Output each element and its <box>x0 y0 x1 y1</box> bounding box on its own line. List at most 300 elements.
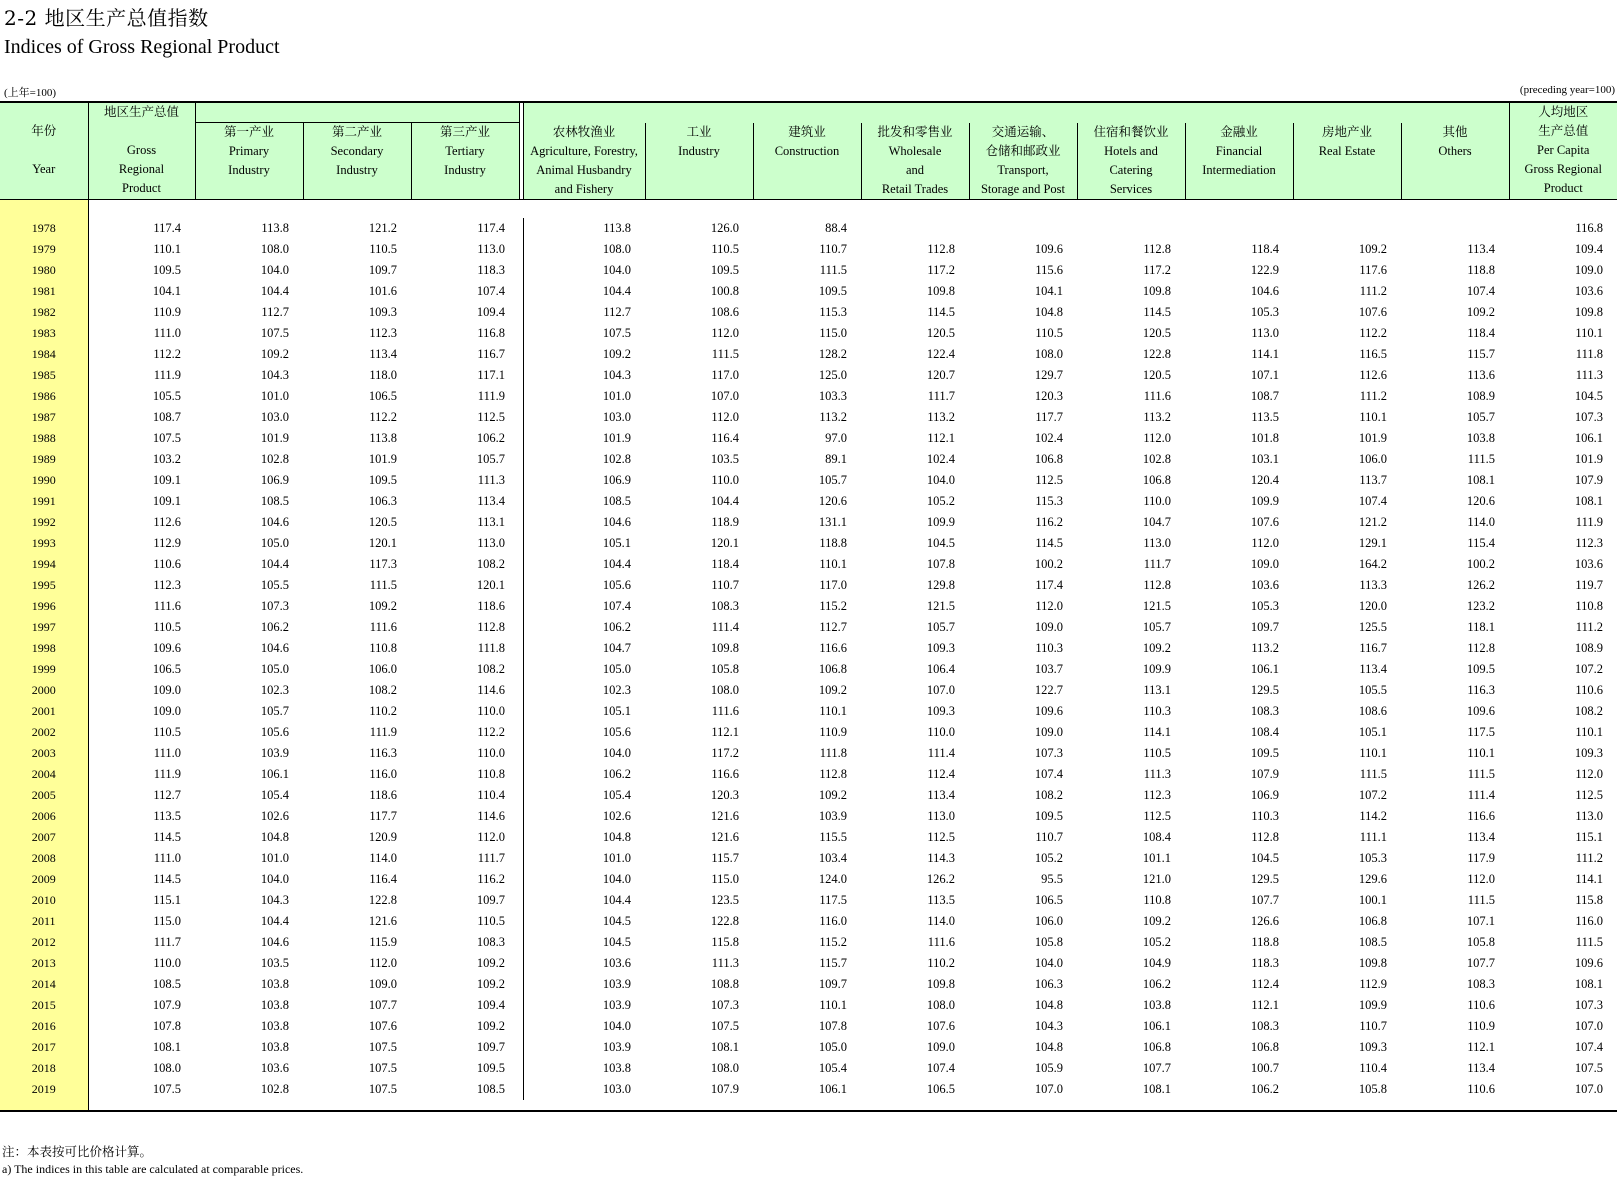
value-cell: 103.0 <box>602 410 631 424</box>
value-cell: 107.8 <box>926 557 955 571</box>
value-cell: 108.5 <box>602 494 631 508</box>
value-cell: 108.0 <box>602 242 631 256</box>
value-cell: 111.4 <box>927 746 955 760</box>
value-cell: 116.3 <box>369 746 397 760</box>
value-cell: 107.3 <box>1574 998 1603 1012</box>
value-cell: 111.8 <box>819 746 847 760</box>
value-cell: 117.5 <box>819 893 847 907</box>
value-cell: 118.4 <box>1251 242 1279 256</box>
header-percapita <box>1509 102 1617 200</box>
year-cell: 1997 <box>0 617 88 638</box>
value-cell: 106.2 <box>602 767 631 781</box>
value-cell: 108.9 <box>1466 389 1495 403</box>
value-cell: 110.7 <box>711 578 739 592</box>
table-row <box>0 260 1617 281</box>
value-cell: 108.0 <box>1034 347 1063 361</box>
value-cell: 112.9 <box>153 536 181 550</box>
value-cell: 111.9 <box>369 725 397 739</box>
value-cell: 107.5 <box>260 326 289 340</box>
value-cell: 105.0 <box>602 662 631 676</box>
value-cell: 109.2 <box>1466 305 1495 319</box>
header-industry-cn: 工业 <box>686 124 712 139</box>
value-cell: 112.5 <box>477 410 505 424</box>
value-cell: 112.8 <box>1143 578 1171 592</box>
value-cell: 109.2 <box>476 1019 505 1033</box>
value-cell: 111.0 <box>153 326 181 340</box>
value-cell: 111.5 <box>1467 767 1495 781</box>
value-cell: 108.2 <box>1034 788 1063 802</box>
value-cell: 111.4 <box>711 620 739 634</box>
header-wholesale <box>861 123 969 200</box>
value-cell: 109.2 <box>1358 242 1387 256</box>
value-cell: 117.2 <box>927 263 955 277</box>
value-cell: 111.9 <box>477 389 505 403</box>
table-body <box>0 200 1617 1112</box>
value-cell: 105.1 <box>602 536 631 550</box>
value-cell: 109.7 <box>818 977 847 991</box>
table-row <box>0 407 1617 428</box>
header-primary-cn: 第一产业 <box>223 125 274 139</box>
table-row <box>0 554 1617 575</box>
value-cell: 108.2 <box>476 557 505 571</box>
value-cell: 108.0 <box>710 683 739 697</box>
value-cell: 107.4 <box>1034 767 1063 781</box>
value-cell: 107.2 <box>1574 662 1603 676</box>
value-cell: 104.7 <box>1142 515 1171 529</box>
value-cell: 109.8 <box>1142 284 1171 298</box>
value-cell <box>1293 218 1401 239</box>
value-cell: 110.5 <box>369 242 397 256</box>
value-cell: 109.3 <box>1358 1040 1387 1054</box>
value-cell: 113.2 <box>927 410 955 424</box>
value-cell: 105.2 <box>1142 935 1171 949</box>
header-tertiary-en1: Tertiary <box>445 144 485 158</box>
value-cell: 115.7 <box>819 956 847 970</box>
header-spacer-5 <box>645 102 753 123</box>
table-row <box>0 1037 1617 1058</box>
value-cell: 107.7 <box>368 998 397 1012</box>
value-cell: 113.0 <box>1575 809 1603 823</box>
value-cell: 112.2 <box>153 347 181 361</box>
value-cell: 104.5 <box>926 536 955 550</box>
value-cell: 105.2 <box>926 494 955 508</box>
value-cell: 107.0 <box>710 389 739 403</box>
value-cell: 111.3 <box>711 956 739 970</box>
value-cell: 113.0 <box>477 242 505 256</box>
value-cell: 118.6 <box>369 788 397 802</box>
value-cell: 116.6 <box>711 767 739 781</box>
value-cell: 105.7 <box>476 452 505 466</box>
header-hotels-en2: Catering <box>1109 162 1153 177</box>
value-cell: 114.5 <box>153 830 181 844</box>
value-cell: 107.1 <box>1466 914 1495 928</box>
value-cell: 113.6 <box>1467 368 1495 382</box>
value-cell: 108.0 <box>926 998 955 1012</box>
value-cell: 101.0 <box>602 851 631 865</box>
value-cell: 115.0 <box>819 326 847 340</box>
header-spacer-11 <box>1293 102 1401 123</box>
value-cell: 113.0 <box>1251 326 1279 340</box>
year-cell: 2012 <box>0 932 88 953</box>
table-row <box>0 995 1617 1016</box>
value-cell: 112.6 <box>153 515 181 529</box>
value-cell: 112.2 <box>477 725 505 739</box>
value-cell: 106.8 <box>1142 473 1171 487</box>
value-cell: 129.6 <box>1358 872 1387 886</box>
value-cell: 106.8 <box>1142 1040 1171 1054</box>
value-cell: 115.7 <box>711 851 739 865</box>
header-spacer-9 <box>1077 102 1185 123</box>
value-cell: 106.5 <box>1034 893 1063 907</box>
value-cell: 114.0 <box>1467 515 1495 529</box>
header-percapita-cn: 人均地区 <box>1538 105 1589 119</box>
value-cell: 109.5 <box>476 1061 505 1075</box>
value-cell: 103.5 <box>710 452 739 466</box>
value-cell: 112.9 <box>1359 977 1387 991</box>
header-hotels <box>1077 123 1185 200</box>
value-cell: 112.0 <box>1143 431 1171 445</box>
value-cell: 114.5 <box>1143 305 1171 319</box>
value-cell: 112.7 <box>153 788 181 802</box>
value-cell: 88.4 <box>825 221 847 235</box>
value-cell: 121.6 <box>710 830 739 844</box>
value-cell: 120.6 <box>1466 494 1495 508</box>
table-row <box>0 1079 1617 1100</box>
value-cell: 112.0 <box>1035 599 1063 613</box>
value-cell: 115.0 <box>711 872 739 886</box>
year-cell: 1985 <box>0 365 88 386</box>
value-cell: 110.1 <box>1575 326 1603 340</box>
value-cell: 114.1 <box>1575 872 1603 886</box>
value-cell: 107.9 <box>152 998 181 1012</box>
year-cell: 1989 <box>0 449 88 470</box>
value-cell: 110.5 <box>153 620 181 634</box>
value-cell: 103.6 <box>1250 578 1279 592</box>
value-cell: 104.8 <box>1034 1040 1063 1054</box>
value-cell: 103.2 <box>152 452 181 466</box>
table-row <box>0 281 1617 302</box>
value-cell: 123.2 <box>1466 599 1495 613</box>
value-cell: 109.6 <box>152 641 181 655</box>
value-cell: 113.8 <box>603 221 631 235</box>
value-cell: 113.4 <box>1467 1061 1495 1075</box>
value-cell: 109.8 <box>926 977 955 991</box>
value-cell: 120.4 <box>1250 473 1279 487</box>
value-cell: 111.8 <box>1575 347 1603 361</box>
value-cell: 117.2 <box>711 746 739 760</box>
value-cell: 101.9 <box>1358 431 1387 445</box>
value-cell: 117.4 <box>477 221 505 235</box>
value-cell: 111.3 <box>1575 368 1603 382</box>
value-cell: 105.8 <box>1466 935 1495 949</box>
table-row <box>0 617 1617 638</box>
value-cell: 103.4 <box>818 851 847 865</box>
value-cell: 108.9 <box>1574 641 1603 655</box>
header-wholesale-cn: 批发和零售业 <box>877 124 953 139</box>
header-primary-en2: Industry <box>228 163 270 177</box>
value-cell: 109.2 <box>476 956 505 970</box>
value-cell: 106.5 <box>926 1082 955 1096</box>
header-agri-en1: Agriculture, Forestry, <box>530 143 638 158</box>
value-cell: 111.5 <box>1467 452 1495 466</box>
header-spacer-1 <box>195 102 303 123</box>
footnote-cn: 注：本表按可比价格计算。 <box>2 1144 153 1159</box>
value-cell: 109.6 <box>1574 956 1603 970</box>
value-cell: 112.0 <box>711 326 739 340</box>
value-cell: 102.8 <box>260 1082 289 1096</box>
value-cell: 111.8 <box>477 641 505 655</box>
value-cell: 125.5 <box>1358 620 1387 634</box>
header-hotels-en3: Services <box>1109 181 1153 196</box>
value-cell: 109.0 <box>1034 725 1063 739</box>
value-cell: 109.8 <box>1358 956 1387 970</box>
value-cell: 110.1 <box>153 242 181 256</box>
table-row <box>0 722 1617 743</box>
value-cell: 105.7 <box>260 704 289 718</box>
value-cell: 110.1 <box>1359 746 1387 760</box>
value-cell: 105.3 <box>1250 305 1279 319</box>
value-cell: 102.8 <box>1142 452 1171 466</box>
value-cell: 108.3 <box>710 599 739 613</box>
value-cell: 109.1 <box>152 473 181 487</box>
value-cell: 111.9 <box>153 368 181 382</box>
header-tertiary-en2: Industry <box>444 163 486 177</box>
value-cell: 107.4 <box>1466 284 1495 298</box>
value-cell: 107.3 <box>260 599 289 613</box>
year-cell: 1996 <box>0 596 88 617</box>
value-cell: 107.6 <box>926 1019 955 1033</box>
value-cell: 108.2 <box>476 662 505 676</box>
value-cell: 106.2 <box>602 620 631 634</box>
value-cell: 114.5 <box>1035 536 1063 550</box>
value-cell: 114.5 <box>927 305 955 319</box>
value-cell: 118.8 <box>1251 935 1279 949</box>
value-cell: 106.5 <box>152 662 181 676</box>
value-cell: 104.7 <box>602 641 631 655</box>
table-header <box>0 102 1617 200</box>
value-cell: 107.9 <box>1574 473 1603 487</box>
value-cell: 126.2 <box>926 872 955 886</box>
value-cell: 105.4 <box>602 788 631 802</box>
value-cell: 119.7 <box>1575 578 1603 592</box>
value-cell: 109.3 <box>1574 746 1603 760</box>
value-cell: 101.9 <box>602 431 631 445</box>
value-cell: 116.7 <box>477 347 505 361</box>
value-cell: 106.5 <box>368 389 397 403</box>
table-row <box>0 701 1617 722</box>
value-cell: 101.0 <box>260 389 289 403</box>
value-cell: 116.0 <box>369 767 397 781</box>
year-cell: 1982 <box>0 302 88 323</box>
header-construction-en1: Construction <box>774 143 840 158</box>
value-cell: 110.8 <box>1143 893 1171 907</box>
value-cell: 100.8 <box>710 284 739 298</box>
value-cell: 116.2 <box>1035 515 1063 529</box>
year-cell: 2019 <box>0 1079 88 1100</box>
value-cell: 109.7 <box>476 893 505 907</box>
year-cell: 2004 <box>0 764 88 785</box>
value-cell: 113.2 <box>1143 410 1171 424</box>
header-primary <box>195 123 303 200</box>
value-cell: 104.0 <box>602 1019 631 1033</box>
value-cell: 105.8 <box>1034 935 1063 949</box>
value-cell: 110.1 <box>819 704 847 718</box>
value-cell: 126.6 <box>1250 914 1279 928</box>
header-year-en: Year <box>32 162 56 176</box>
value-cell: 107.6 <box>368 1019 397 1033</box>
value-cell: 107.5 <box>152 431 181 445</box>
value-cell: 113.0 <box>927 809 955 823</box>
value-cell: 120.1 <box>368 536 397 550</box>
value-cell: 101.0 <box>260 851 289 865</box>
value-cell: 117.0 <box>819 578 847 592</box>
header-spacer-4 <box>523 102 645 123</box>
year-cell: 1994 <box>0 554 88 575</box>
value-cell: 121.5 <box>926 599 955 613</box>
value-cell: 129.7 <box>1034 368 1063 382</box>
value-cell: 105.0 <box>260 536 289 550</box>
value-cell: 103.9 <box>818 809 847 823</box>
value-cell: 122.8 <box>1142 347 1171 361</box>
value-cell: 113.4 <box>1359 662 1387 676</box>
spacer-cell <box>88 200 1617 219</box>
header-primary-en1: Primary <box>228 144 270 158</box>
value-cell: 116.3 <box>1467 683 1495 697</box>
value-cell: 108.0 <box>152 1061 181 1075</box>
value-cell: 107.8 <box>152 1019 181 1033</box>
value-cell: 113.1 <box>1143 683 1171 697</box>
value-cell: 110.5 <box>477 914 505 928</box>
value-cell: 122.8 <box>368 893 397 907</box>
value-cell: 112.5 <box>927 830 955 844</box>
value-cell: 103.1 <box>1250 452 1279 466</box>
value-cell: 111.6 <box>711 704 739 718</box>
header-grp-en1: Gross <box>126 143 157 157</box>
value-cell: 116.4 <box>711 431 739 445</box>
value-cell <box>1185 218 1293 239</box>
value-cell: 129.8 <box>926 578 955 592</box>
value-cell: 103.8 <box>260 1019 289 1033</box>
page-title-cn: 2-2 地区生产总值指数 <box>4 6 209 30</box>
value-cell: 110.0 <box>153 956 181 970</box>
value-cell: 106.2 <box>1250 1082 1279 1096</box>
value-cell: 112.8 <box>1467 641 1495 655</box>
value-cell: 107.2 <box>1358 788 1387 802</box>
table-end-row <box>0 1100 1617 1111</box>
value-cell: 104.0 <box>602 263 631 277</box>
value-cell: 101.1 <box>1142 851 1171 865</box>
value-cell: 117.6 <box>1359 263 1387 277</box>
value-cell: 116.0 <box>819 914 847 928</box>
value-cell: 128.2 <box>818 347 847 361</box>
value-cell: 112.0 <box>1575 767 1603 781</box>
value-cell: 115.9 <box>369 935 397 949</box>
value-cell: 109.5 <box>1250 746 1279 760</box>
header-construction <box>753 123 861 200</box>
value-cell: 115.8 <box>711 935 739 949</box>
value-cell: 109.0 <box>926 1040 955 1054</box>
value-cell: 108.1 <box>710 1040 739 1054</box>
header-transport-cn: 交通运输、 <box>991 124 1055 139</box>
value-cell: 116.5 <box>1359 347 1387 361</box>
value-cell: 111.5 <box>1467 893 1495 907</box>
value-cell: 129.5 <box>1250 872 1279 886</box>
table-row <box>0 638 1617 659</box>
header-transport <box>969 123 1077 200</box>
value-cell: 113.8 <box>369 431 397 445</box>
value-cell: 116.8 <box>477 326 505 340</box>
value-cell: 108.3 <box>476 935 505 949</box>
value-cell: 121.0 <box>1142 872 1171 886</box>
year-cell: 2017 <box>0 1037 88 1058</box>
value-cell: 117.5 <box>1467 725 1495 739</box>
value-cell: 101.9 <box>260 431 289 445</box>
value-cell: 110.7 <box>1359 1019 1387 1033</box>
header-grp <box>88 102 195 200</box>
value-cell: 112.7 <box>819 620 847 634</box>
value-cell: 100.7 <box>1250 1061 1279 1075</box>
value-cell: 112.2 <box>369 410 397 424</box>
value-cell: 109.2 <box>602 347 631 361</box>
value-cell: 131.1 <box>818 515 847 529</box>
year-cell: 1988 <box>0 428 88 449</box>
value-cell: 106.8 <box>1250 1040 1279 1054</box>
value-cell: 103.9 <box>260 746 289 760</box>
value-cell: 126.0 <box>710 221 739 235</box>
value-cell: 103.8 <box>1466 431 1495 445</box>
value-cell: 103.6 <box>260 1061 289 1075</box>
value-cell: 110.3 <box>1035 641 1063 655</box>
value-cell: 110.0 <box>477 746 505 760</box>
value-cell: 110.5 <box>711 242 739 256</box>
value-cell: 108.2 <box>368 683 397 697</box>
header-transport-en1: Transport, <box>997 162 1049 177</box>
value-cell: 117.7 <box>1035 410 1063 424</box>
value-cell: 104.8 <box>1034 305 1063 319</box>
value-cell: 103.8 <box>260 977 289 991</box>
year-cell: 2005 <box>0 785 88 806</box>
value-cell: 114.1 <box>1143 725 1171 739</box>
year-cell: 1979 <box>0 239 88 260</box>
value-cell: 106.3 <box>1034 977 1063 991</box>
value-cell: 114.5 <box>153 872 181 886</box>
value-cell: 109.3 <box>926 704 955 718</box>
value-cell: 110.6 <box>1467 1082 1495 1096</box>
header-spacer-3 <box>411 102 519 123</box>
value-cell: 112.7 <box>261 305 289 319</box>
value-cell: 109.0 <box>368 977 397 991</box>
value-cell: 106.0 <box>1358 452 1387 466</box>
table-row <box>0 953 1617 974</box>
value-cell: 113.3 <box>1359 578 1387 592</box>
value-cell: 109.0 <box>152 683 181 697</box>
year-cell: 1999 <box>0 659 88 680</box>
value-cell: 109.8 <box>1574 305 1603 319</box>
value-cell: 118.3 <box>477 263 505 277</box>
value-cell: 118.0 <box>369 368 397 382</box>
value-cell: 103.7 <box>1034 662 1063 676</box>
value-cell: 106.1 <box>1142 1019 1171 1033</box>
value-cell: 113.2 <box>1251 641 1279 655</box>
value-cell: 106.9 <box>1250 788 1279 802</box>
year-cell: 1991 <box>0 491 88 512</box>
value-cell: 104.3 <box>260 368 289 382</box>
value-cell: 107.5 <box>368 1040 397 1054</box>
value-cell: 122.7 <box>1034 683 1063 697</box>
value-cell: 107.6 <box>1358 305 1387 319</box>
table-row <box>0 911 1617 932</box>
value-cell: 112.3 <box>1575 536 1603 550</box>
